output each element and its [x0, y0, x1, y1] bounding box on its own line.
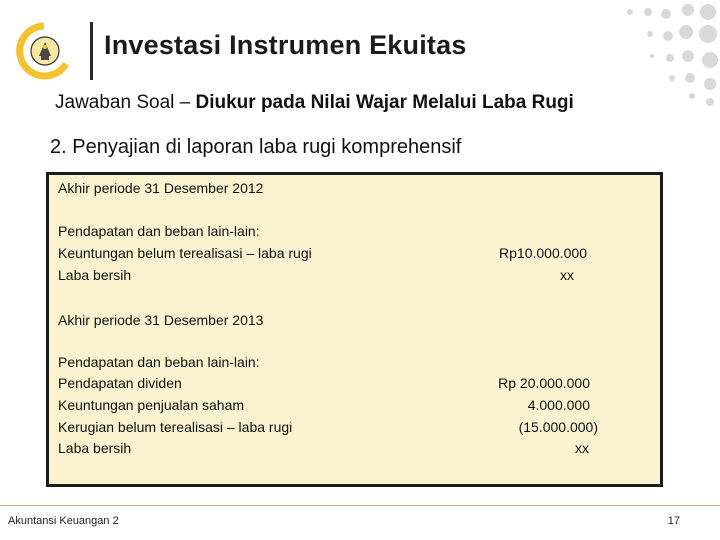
footer-course-name: Akuntansi Keuangan 2 — [8, 515, 119, 527]
section-heading: 2. Penyajian di laporan laba rugi komprehensif — [50, 136, 462, 158]
subtitle-bold: Diukur pada Nilai Wajar Melalui Laba Rugi — [195, 92, 574, 113]
title-divider — [90, 22, 93, 80]
period-2012-line: Pendapatan dan beban lain-lain: — [58, 223, 260, 239]
period-2013-line: Keuntungan penjualan saham — [58, 397, 245, 413]
subtitle-prefix: Jawaban Soal – — [55, 92, 196, 113]
period-2012-line: Keuntungan belum terealisasi – laba rugi — [58, 245, 312, 261]
period-2012-amount: Rp10.000.000 — [499, 245, 587, 261]
period-2012-heading: Akhir periode 31 Desember 2012 — [58, 180, 264, 196]
period-2012-line: Laba bersih — [58, 267, 132, 283]
period-2013-amount: (15.000.000) — [518, 419, 598, 435]
slide-title: Investasi Instrumen Ekuitas — [104, 30, 467, 60]
slide-subtitle — [55, 92, 574, 114]
period-2013-line: Pendapatan dividen — [58, 375, 182, 391]
period-2013-amount: xx — [575, 440, 589, 456]
period-2013-line: Kerugian belum terealisasi – laba rugi — [58, 419, 293, 435]
income-statement-box — [46, 172, 663, 487]
decorative-pattern — [590, 0, 720, 110]
period-2012-amount: xx — [560, 267, 574, 283]
period-2013-line: Laba bersih — [58, 440, 132, 456]
university-logo-icon — [14, 22, 74, 80]
period-2013-amount: 4.000.000 — [527, 397, 590, 413]
period-2013-heading: Akhir periode 31 Desember 2013 — [58, 312, 264, 328]
footer-divider — [0, 505, 720, 506]
page-number: 17 — [667, 515, 680, 527]
period-2013-line: Pendapatan dan beban lain-lain: — [58, 354, 260, 370]
period-2013-amount: Rp 20.000.000 — [498, 375, 590, 391]
